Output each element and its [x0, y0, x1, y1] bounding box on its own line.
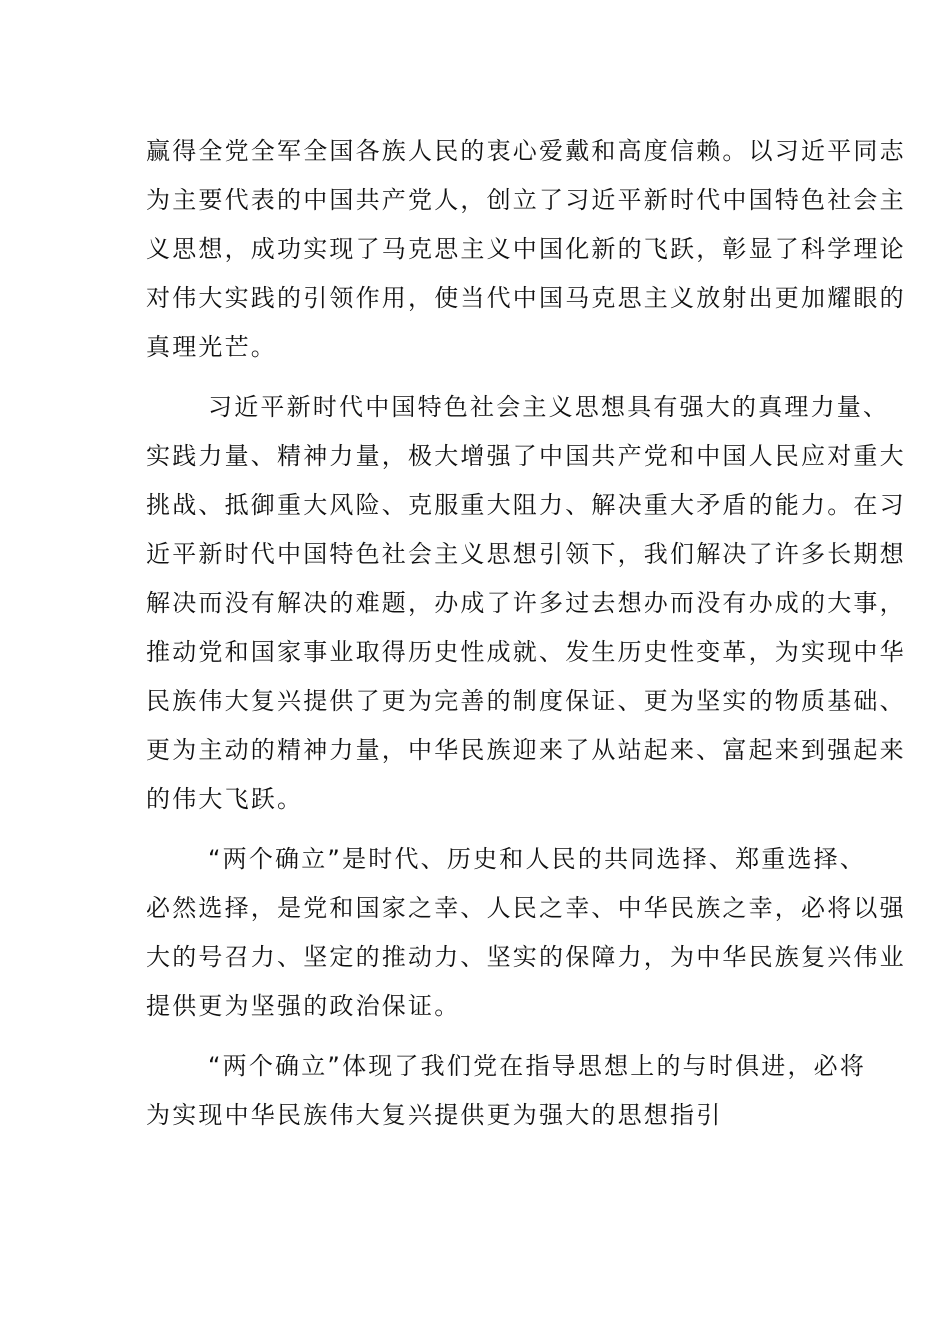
text-line: 习近平新时代中国特色社会主义思想具有强大的真理力量、	[208, 393, 890, 421]
text-line: “两个确立”体现了我们党在指导思想上的与时俱进，必将	[208, 1052, 867, 1080]
text-line: 提供更为坚强的政治保证。	[146, 992, 461, 1020]
text-line: 为主要代表的中国共产党人，创立了习近平新时代中国特色社会主	[146, 186, 906, 214]
text-line: 义思想，成功实现了马克思主义中国化新的飞跃，彰显了科学理论	[146, 235, 906, 263]
text-line: 的伟大飞跃。	[146, 785, 304, 813]
text-line: 大的号召力、坚定的推动力、坚实的保障力，为中华民族复兴伟业	[146, 943, 906, 971]
text-line: 挑战、抵御重大风险、克服重大阻力、解决重大矛盾的能力。在习	[146, 491, 906, 519]
text-line: 更为主动的精神力量，中华民族迎来了从站起来、富起来到强起来	[146, 736, 906, 764]
text-line: 解决而没有解决的难题，办成了许多过去想办而没有办成的大事，	[146, 589, 906, 617]
paragraph-4	[146, 1042, 867, 1140]
text-line: 近平新时代中国特色社会主义思想引领下，我们解决了许多长期想	[146, 540, 906, 568]
text-line: 必然选择，是党和国家之幸、人民之幸、中华民族之幸，必将以强	[146, 894, 906, 922]
paragraph-2	[146, 383, 906, 824]
text-line: 为实现中华民族伟大复兴提供更为强大的思想指引	[146, 1101, 723, 1129]
text-line: 对伟大实践的引领作用，使当代中国马克思主义放射出更加耀眼的	[146, 284, 906, 312]
text-line: 实践力量、精神力量，极大增强了中国共产党和中国人民应对重大	[146, 442, 906, 470]
text-line: 真理光芒。	[146, 333, 277, 361]
document-body	[146, 127, 906, 1140]
paragraph-1	[146, 127, 906, 372]
paragraph-3	[146, 835, 906, 1031]
text-line: “两个确立”是时代、历史和人民的共同选择、郑重选择、	[208, 845, 867, 873]
text-line: 赢得全党全军全国各族人民的衷心爱戴和高度信赖。以习近平同志	[146, 137, 906, 165]
text-line: 民族伟大复兴提供了更为完善的制度保证、更为坚实的物质基础、	[146, 687, 906, 715]
text-line: 推动党和国家事业取得历史性成就、发生历史性变革，为实现中华	[146, 638, 906, 666]
